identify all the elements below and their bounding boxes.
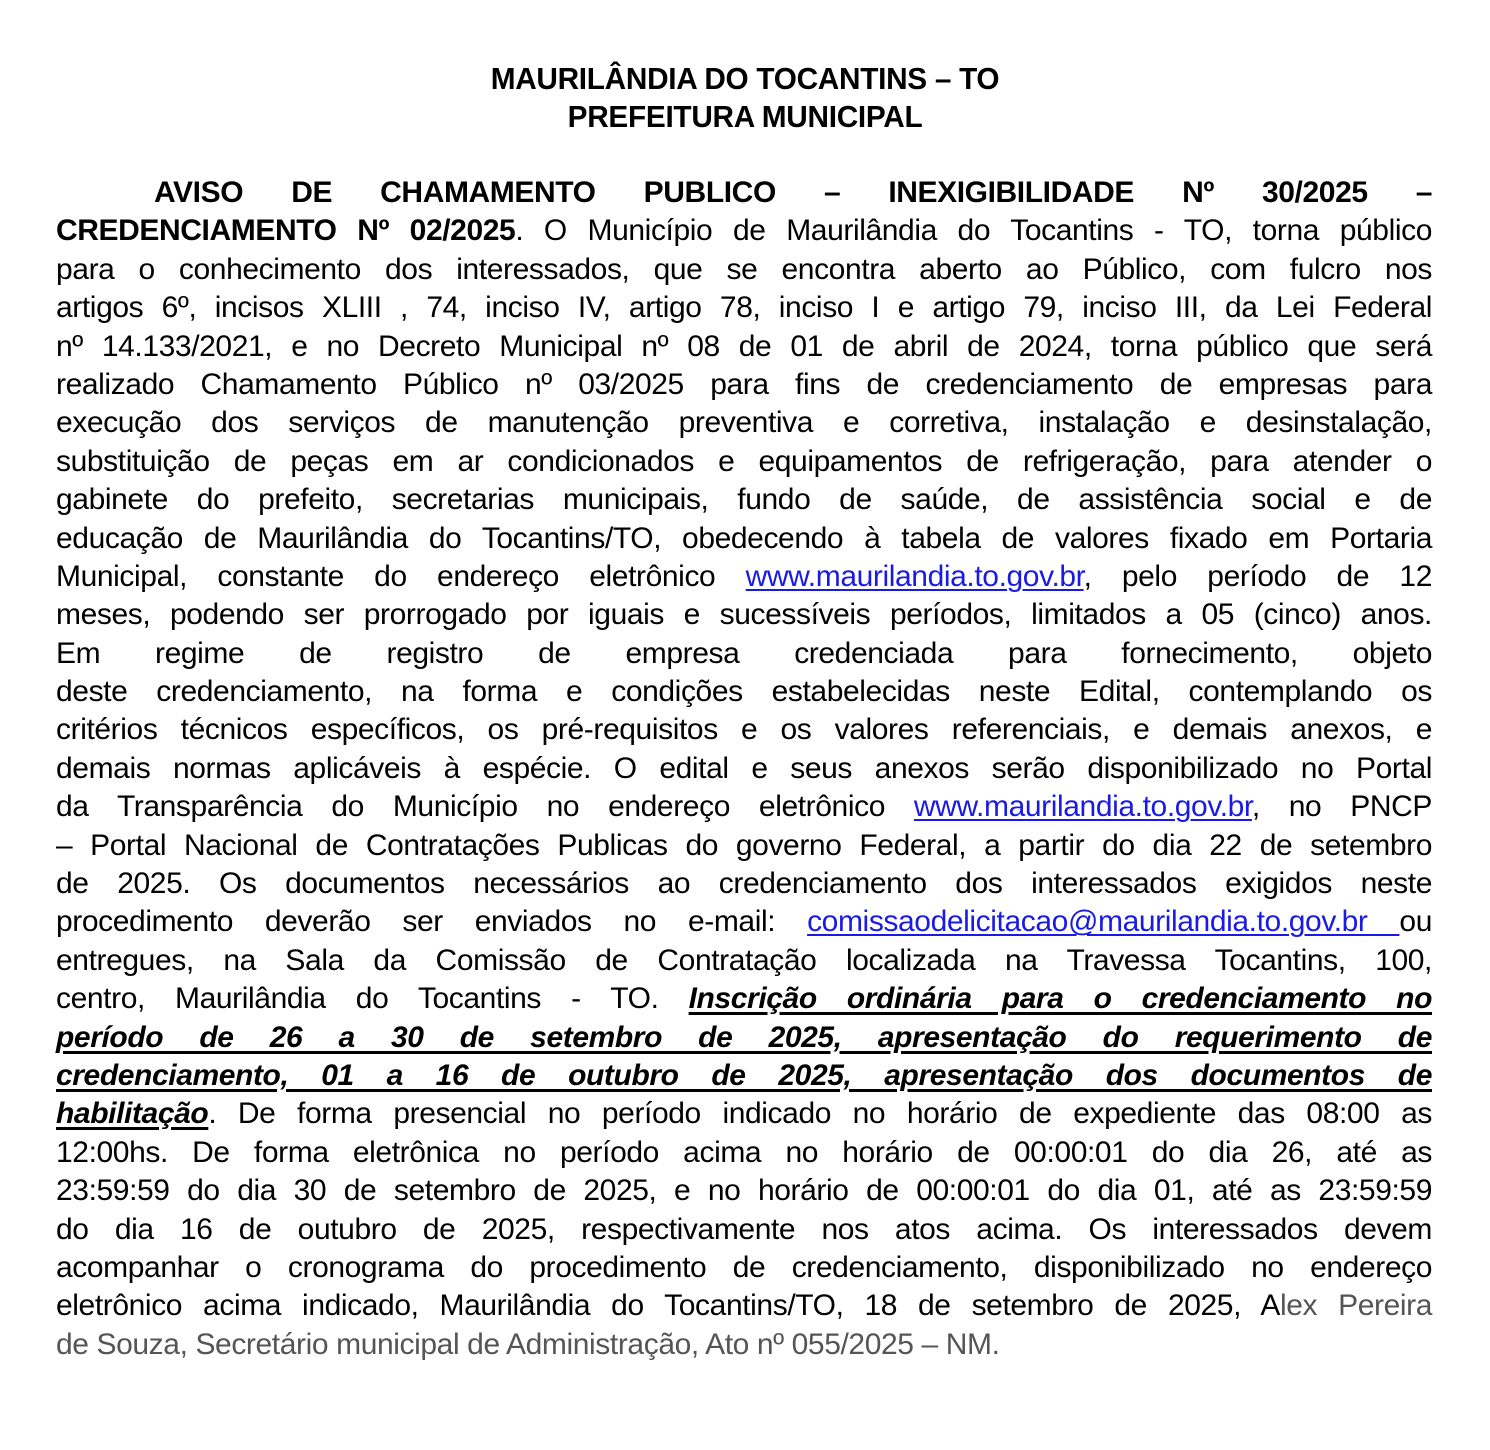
body-line: entregues, na Sala da Comissão de Contratação localizada na Travessa Tocantins, 100, [56,943,1432,977]
body-line: demais normas aplicáveis à espécie. O edital e seus anexos serão disponibilizado no Portal [56,751,1432,785]
body-line: meses, podendo ser prorrogado por iguais e sucessíveis períodos, limitados a 05 (cinco) anos. [56,598,1432,632]
body-text-segment: procedimento deverão ser enviados no e-mail: [56,905,808,939]
body-line [56,1095,1432,1133]
notice-title-line [56,174,1432,212]
body-line [56,788,1432,826]
credenciamento-number: CREDENCIAMENTO Nº 02/2025 [56,214,516,248]
body-line: acompanhar o cronograma do procedimento de credenciamento, disponibilizado no endereço [56,1250,1432,1284]
body-line: – Portal Nacional de Contratações Publicas do governo Federal, a partir do dia 22 de setembro [56,828,1432,862]
body-line: deste credenciamento, na forma e condições estabelecidas neste Edital, contemplando os [56,675,1432,709]
body-line: do dia 16 de outubro de 2025, respectivamente nos atos acima. Os interessados devem [56,1212,1432,1246]
body-text-segment: ou [1399,905,1432,939]
registration-period-line: credenciamento, 01 a 16 de outubro de 2025, apresentação dos documentos de [56,1058,1432,1092]
body-line: realizado Chamamento Público nº 03/2025 para fins de credenciamento de empresas para [56,367,1432,401]
notice-body [56,174,1432,1364]
body-line: para o conhecimento dos interessados, que se encontra aberto ao Público, com fulcro nos [56,252,1432,286]
prefecture-title: PREFEITURA MUNICIPAL [567,99,923,134]
body-text-segment: eletrônico acima indicado, Maurilândia do Tocantins/TO, 18 de setembro de 2025, A [56,1289,1280,1323]
body-line [56,212,1432,250]
body-line: nº 14.133/2021, e no Decreto Municipal nº 08 de 01 de abril de 2024, torna público que será [56,329,1432,363]
website-link[interactable]: www.maurilandia.to.gov.br [745,559,1084,593]
body-line: 12:00hs. De forma eletrônica no período acima no horário de 00:00:01 do dia 26, até as [56,1135,1432,1169]
body-text-segment: , no PNCP [1251,790,1432,824]
website-link-2[interactable]: www.maurilandia.to.gov.br [913,790,1252,824]
body-line: substituição de peças em ar condicionados e equipamentos de refrigeração, para atender o [56,444,1432,478]
body-line: gabinete do prefeito, secretarias municipais, fundo de saúde, de assistência social e de [56,483,1432,517]
body-text-segment: Municipal, constante do endereço eletrônico [56,559,746,593]
body-line: artigos 6º, incisos XLIII , 74, inciso IV, artigo 78, inciso I e artigo 79, inciso III, da Lei Federal [56,291,1432,325]
body-line: execução dos serviços de manutenção preventiva e corretiva, instalação e desinstalação, [56,406,1432,440]
body-text-segment: centro, Maurilândia do Tocantins - TO. [56,982,689,1016]
body-line: educação de Maurilândia do Tocantins/TO, obedecendo à tabela de valores fixado em Portaria [56,521,1432,555]
body-line [56,1287,1432,1325]
body-line: 23:59:59 do dia 30 de setembro de 2025, e no horário de 00:00:01 do dia 01, até as 23:59:59 [56,1174,1432,1208]
email-link[interactable]: comissaodelicitacao@maurilandia.to.gov.br [807,905,1400,939]
body-line [56,903,1432,941]
notice-title: AVISO DE CHAMAMENTO PUBLICO – INEXIGIBILIDADE Nº 30/2025 – [154,176,1432,209]
municipality-title: MAURILÂNDIA DO TOCANTINS – TO [490,61,1000,96]
signature-name: lex Pereira [1279,1289,1432,1323]
signature-line: de Souza, Secretário municipal de Administração, Ato nº 055/2025 – NM. [56,1327,1000,1361]
body-line [56,980,1432,1018]
registration-period-line: período de 26 a 30 de setembro de 2025, apresentação do requerimento de [56,1020,1432,1054]
body-line: Em regime de registro de empresa credenciada para fornecimento, objeto [56,636,1432,670]
registration-period-text: Inscrição ordinária para o credenciamento no [688,982,1433,1016]
body-text-segment: . O Município de Maurilândia do Tocantins - TO, torna público [515,214,1432,248]
body-text-segment: da Transparência do Município no endereço eletrônico [56,790,914,824]
body-line: critérios técnicos específicos, os pré-requisitos e os valores referenciais, e demais anexos, e [56,713,1432,747]
body-line [56,558,1432,596]
body-text-segment: , pelo período de 12 [1083,559,1432,593]
body-text-segment: . De forma presencial no período indicado no horário de expediente das 08:00 as [208,1097,1432,1131]
registration-period-text: habilitação [56,1097,209,1131]
body-line: de 2025. Os documentos necessários ao credenciamento dos interessados exigidos neste [56,867,1432,901]
